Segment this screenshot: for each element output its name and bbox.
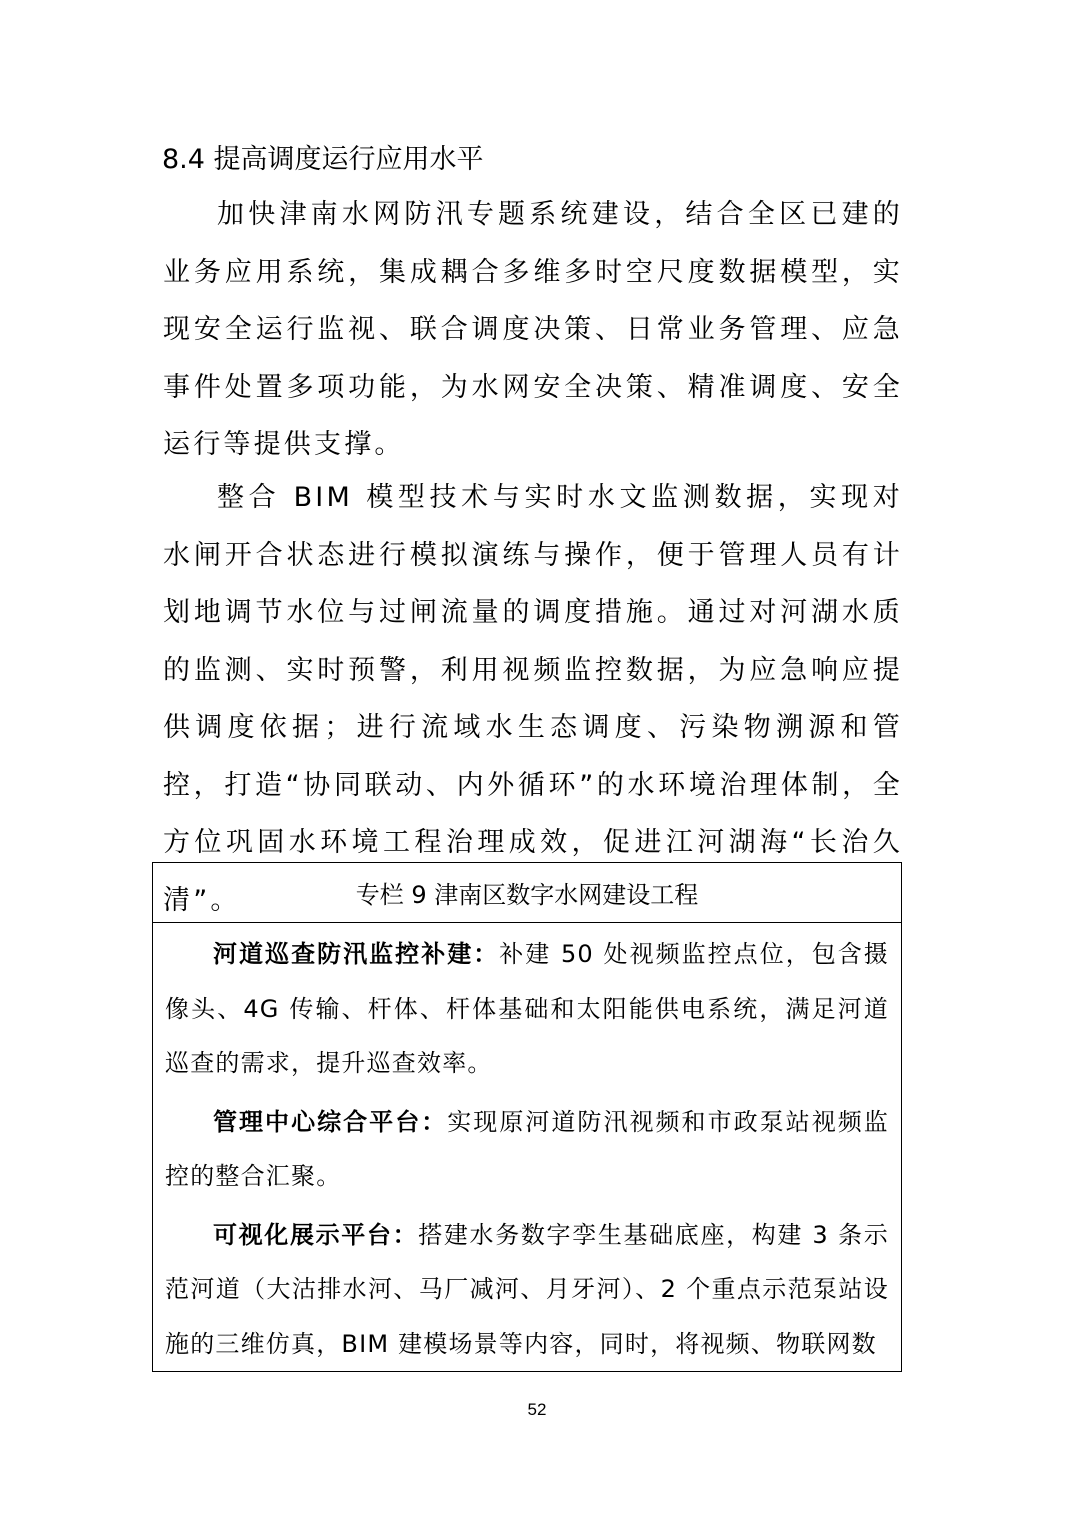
item-text: 补建 50 处视频监控点位，包含摄像头、4G 传输、杆体、杆体基础和太阳能供电系统，满足河道巡查的需求，提升巡查效率。 bbox=[165, 940, 889, 1077]
feature-box-item bbox=[165, 1095, 889, 1204]
body-paragraph: 加快津南水网防汛专题系统建设，结合全区已建的业务应用系统，集成耦合多维多时空尺度数据模型，实现安全运行监视、联合调度决策、日常业务管理、应急事件处置多项功能，为水网安全决策、精准调度、安全运行等提供支撑。 bbox=[163, 199, 903, 460]
feature-box-title: 专栏 9 津南区数字水网建设工程 bbox=[153, 863, 901, 923]
feature-box bbox=[152, 862, 902, 1372]
item-label: 河道巡查防汛监控补建： bbox=[213, 940, 500, 968]
item-text: 搭建水务数字孪生基础底座，构建 3 条示范河道（大沽排水河、马厂减河、月牙河）、2 个重点示范泵站设施的三维仿真，BIM 建模场景等内容，同时，将视频、物联网数 bbox=[165, 1220, 889, 1358]
item-label: 管理中心综合平台： bbox=[213, 1107, 448, 1136]
feature-box-item bbox=[165, 1208, 889, 1372]
feature-box-content bbox=[153, 923, 901, 1371]
page-number: 52 bbox=[527, 1400, 547, 1419]
item-text: 实现原河道防汛视频和市政泵站视频监控的整合汇聚。 bbox=[165, 1107, 889, 1190]
section-heading: 8.4 提高调度运行应用水平 bbox=[162, 144, 484, 175]
body-paragraph: 整合 BIM 模型技术与实时水文监测数据，实现对水闸开合状态进行模拟演练与操作，便于管理人员有计划地调节水位与过闸流量的调度措施。通过对河湖水质的监测、实时预警，利用视频监控数据，为应急响应提供调度依据；进行流域水生态调度、污染物溯源和管控，打造“协同联动、内外循环”的水环境治理体制，全方位巩固水环境工程治理成效，促进江河湖海“长治久清”。 bbox=[163, 482, 903, 916]
item-label: 可视化展示平台： bbox=[213, 1220, 419, 1249]
feature-box-item bbox=[165, 927, 889, 1091]
